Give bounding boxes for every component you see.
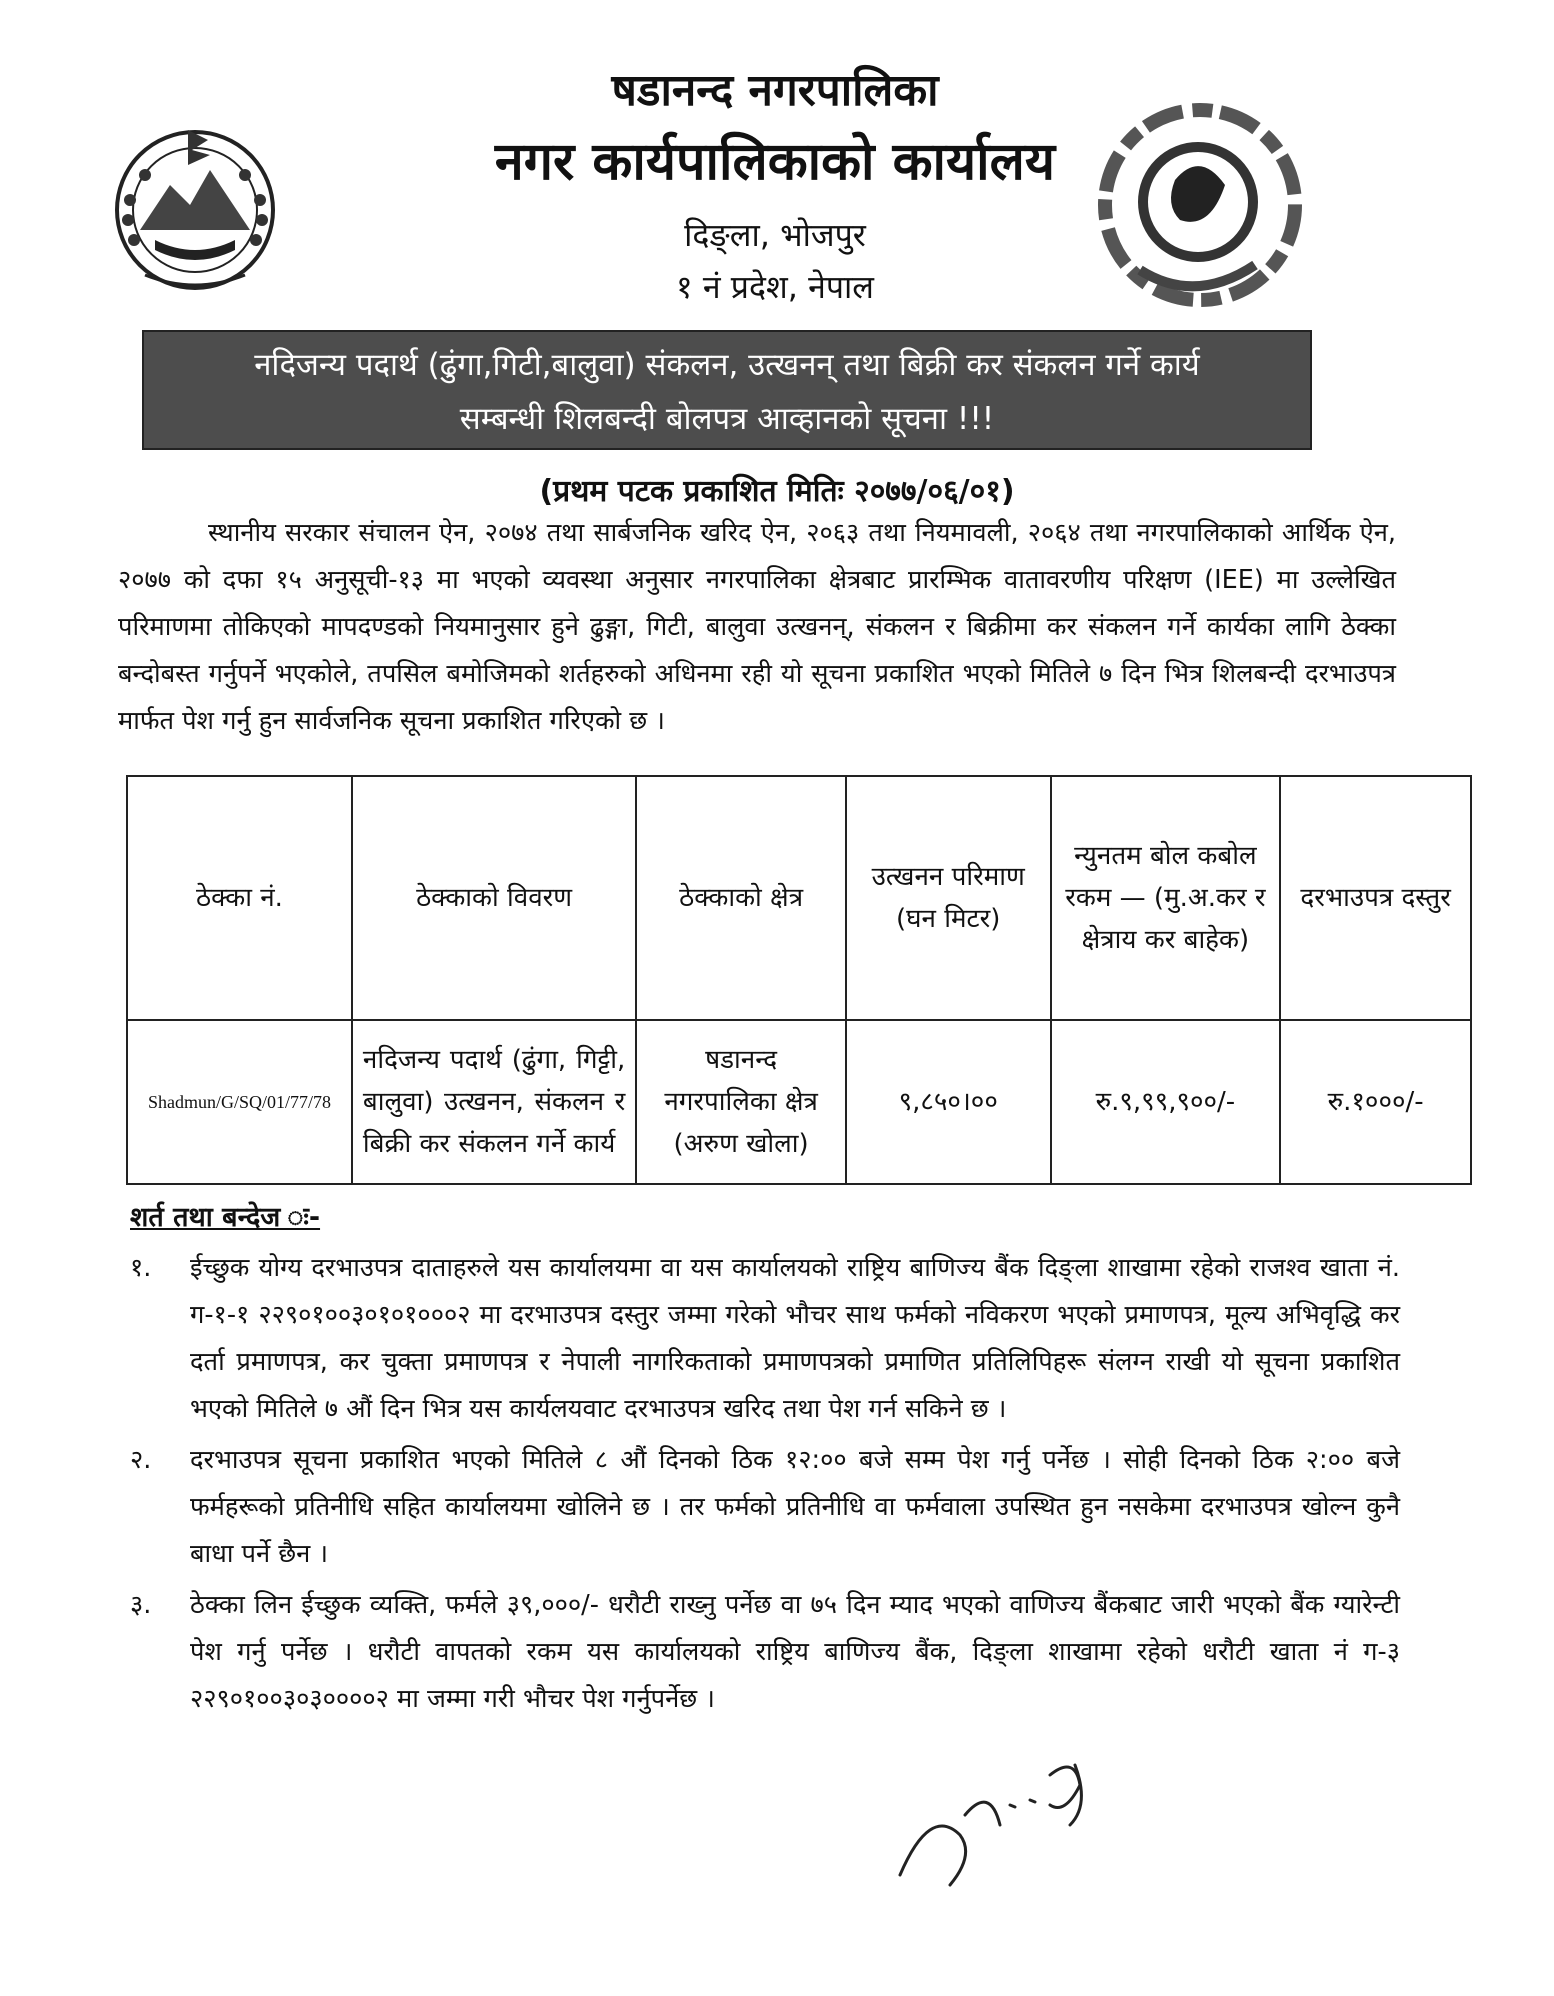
col-header-area: ठेक्काको क्षेत्र — [636, 776, 846, 1020]
col-header-quantity: उत्खनन परिमाण (घन मिटर) — [846, 776, 1051, 1020]
cell-contract-no: Shadmun/G/SQ/01/77/78 — [127, 1020, 352, 1184]
table-header-row — [127, 776, 1471, 1020]
term-number: २. — [130, 1445, 152, 1475]
table-row — [127, 1020, 1471, 1184]
cell-fee: रु.१०००/- — [1280, 1020, 1471, 1184]
col-header-min-bid: न्युनतम बोल कबोल रकम — (मु.अ.कर र क्षेत्राय कर बाहेक) — [1051, 776, 1281, 1020]
office-name: नगर कार्यपालिकाको कार्यालय — [494, 132, 1056, 192]
col-header-contract-no: ठेक्का नं. — [127, 776, 352, 1020]
term-text: ठेक्का लिन ईच्छुक व्यक्ति, फर्मले ३९,०००/- धरौटी राख्नु पर्नेछ वा ७५ दिन म्याद भएको वाणिज्य बैंकबाट जारी भएको बैंक ग्यारेन्टी पेश गर्नु पर्नेछ । धरौटी वापतको रकम यस कार्यालयको राष्ट्रिय बाणिज्य बैंक, दिङ्ला शाखामा रहेको धरौटी खाता नं ग-३ २२९०१००३०३००००२ मा जम्मा गरी भौचर पेश गर्नुपर्नेछ । — [190, 1590, 1400, 1714]
notice-title-line-1: नदिजन्य पदार्थ (ढुंगा,गिटी,बालुवा) संकलन, उत्खनन् तथा बिक्री कर संकलन गर्ने कार्य — [254, 347, 1200, 383]
nepal-emblem-icon — [100, 110, 290, 300]
cell-quantity: ९,८५०।०० — [846, 1020, 1051, 1184]
list-item — [130, 1582, 1400, 1723]
notice-title-banner — [142, 330, 1312, 450]
intro-paragraph — [118, 510, 1396, 745]
term-text: ईच्छुक योग्य दरभाउपत्र दाताहरुले यस कार्यालयमा वा यस कार्यालयको राष्ट्रिय बाणिज्य बैंक दिङ्ला शाखामा रहेको राजश्व खाता नं. ग-१-१ २२९०१००३०१०१०००२ मा दरभाउपत्र दस्तुर जम्मा गरेको भौचर साथ फर्मको नविकरण भएको प्रमाणपत्र, मूल्य अभिवृद्धि कर दर्ता प्रमाणपत्र, कर चुक्ता प्रमाणपत्र र नेपाली नागरिकताको प्रमाणपत्रको प्रमाणित प्रतिलिपिहरू संलग्न राखी यो सूचना प्रकाशित भएको मितिले ७ औं दिन भित्र यस कार्यलयवाट दरभाउपत्र खरिद तथा पेश गर्न सकिने छ । — [190, 1253, 1400, 1424]
col-header-fee: दरभाउपत्र दस्तुर — [1280, 776, 1471, 1020]
term-number: ३. — [130, 1590, 152, 1620]
handwritten-signature-icon — [890, 1745, 1140, 1895]
tender-table — [126, 775, 1472, 1185]
terms-heading — [130, 1196, 320, 1240]
office-address: दिङ्ला, भोजपुर — [684, 216, 866, 254]
list-item — [130, 1437, 1400, 1578]
cell-area: षडानन्द नगरपालिका क्षेत्र (अरुण खोला) — [636, 1020, 846, 1184]
cell-description: नदिजन्य पदार्थ (ढुंगा, गिट्टी, बालुवा) उत्खनन, संकलन र बिक्री कर संकलन गर्ने कार्य — [352, 1020, 636, 1184]
intro-text: स्थानीय सरकार संचालन ऐन, २०७४ तथा सार्बजनिक खरिद ऐन, २०६३ तथा नियमावली, २०६४ तथा नगरपालिकाको आर्थिक ऐन, २०७७ को दफा १५ अनुसूची-१३ मा भएको व्यवस्था अनुसार नगरपालिका क्षेत्रबाट प्रारम्भिक वातावरणीय परिक्षण (IEE) मा उल्लेखित परिमाणमा तोकिएको मापदण्डको नियमानुसार हुने ढुङ्गा, गिटी, बालुवा उत्खनन्, संकलन र बिक्रीमा कर संकलन गर्ने कार्यका लागि ठेक्का बन्दोबस्त गर्नुपर्ने भएकोले, तपसिल बमोजिमको शर्तहरुको अधिनमा रही यो सूचना प्रकाशित भएको मितिले ७ दिन भित्र शिलबन्दी दरभाउपत्र मार्फत पेश गर्नु हुन सार्वजनिक सूचना प्रकाशित गरिएको छ । — [118, 518, 1396, 736]
cell-min-bid: रु.९,९९,९००/- — [1051, 1020, 1281, 1184]
office-province: १ नं प्रदेश, नेपाल — [676, 268, 874, 306]
list-item — [130, 1245, 1400, 1433]
term-number: १. — [130, 1253, 152, 1283]
municipality-name: षडानन्द नगरपालिका — [611, 65, 939, 116]
terms-heading-text: शर्त तथा बन्देज ः- — [130, 1202, 321, 1233]
terms-list — [130, 1245, 1400, 1727]
publication-date: (प्रथम पटक प्रकाशित मितिः २०७७/०६/०१) — [539, 474, 1015, 509]
term-text: दरभाउपत्र सूचना प्रकाशित भएको मितिले ८ औं दिनको ठिक १२:०० बजे सम्म पेश गर्नु पर्नेछ । सोही दिनको ठिक २:०० बजे फर्महरूको प्रतिनीधि सहित कार्यालयमा खोलिने छ । तर फर्मको प्रतिनीधि वा फर्मवाला उपस्थित हुन नसकेमा दरभाउपत्र खोल्न कुनै बाधा पर्ने छैन । — [190, 1445, 1400, 1569]
office-header — [300, 55, 1250, 311]
col-header-description: ठेक्काको विवरण — [352, 776, 636, 1020]
notice-title-line-2: सम्बन्धी शिलबन्दी बोलपत्र आव्हानको सूचना !!! — [459, 401, 995, 437]
